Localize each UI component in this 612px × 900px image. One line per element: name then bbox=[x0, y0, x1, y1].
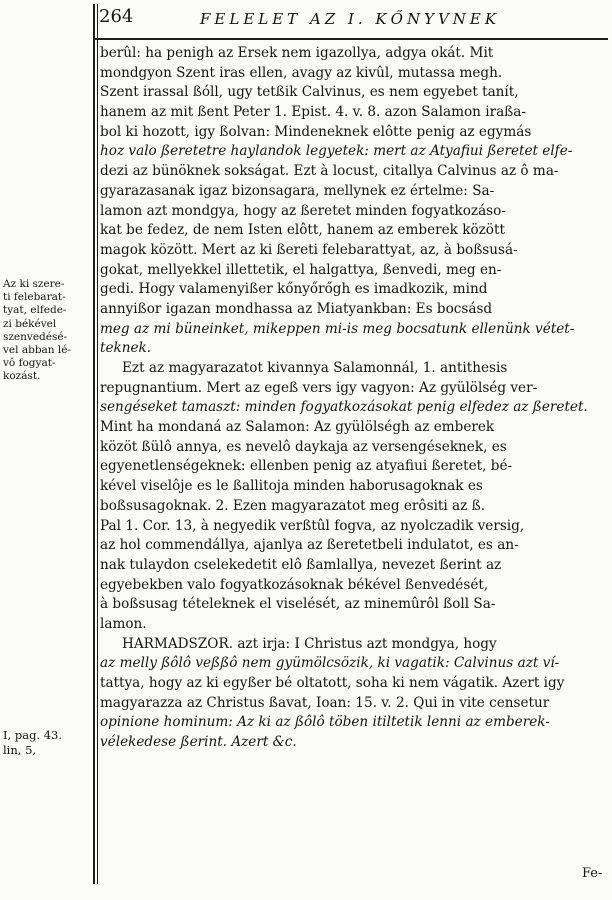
text-line: lamon. bbox=[100, 615, 147, 632]
margin-note-line: kozást. bbox=[3, 370, 41, 383]
margin-note-line: Az ki szere- bbox=[3, 278, 65, 290]
running-title: FELELET AZ I. KŐNYVNEK bbox=[200, 10, 501, 28]
margin-note-line: I, pag. 43. bbox=[3, 728, 63, 742]
page-number: 264 bbox=[99, 6, 134, 27]
header-rule bbox=[93, 38, 608, 40]
text-line: opinione hominum: Az ki az ßôlô töben itiltetik lenni az emberek- bbox=[100, 714, 550, 731]
paragraph-start-line: HARMADSZOR. azt irja: I Christus azt mondgya, hogy bbox=[122, 635, 497, 652]
margin-note-2 bbox=[3, 728, 93, 758]
text-line: az melly ßôlô veßßô nem gyümölcsözik, ki vagatik: Calvinus azt ví- bbox=[100, 655, 560, 672]
text-line: gedi. Hogy valamenyißer kőnyőrőgh es imadkozik, mind bbox=[100, 281, 488, 298]
margin-note-line: vô fogyat- bbox=[3, 357, 56, 370]
text-line: egyenetlenségeknek: ellenben penig az atyafiui ßeretet, bé- bbox=[100, 458, 513, 475]
text-line: közöt ßülô annya, es nevelô daykaja az versengéseknek, es bbox=[100, 438, 507, 455]
text-block-left-rule bbox=[97, 4, 98, 884]
margin-note-line: szenvedésé- bbox=[3, 330, 68, 343]
text-line: hoz valo ßeretetre haylandok legyetek: mert az Atyafiui ßeretet elfe- bbox=[100, 143, 573, 160]
text-line: boßsusagoknak. 2. Ezen magyarazatot meg erôsiti az ß. bbox=[100, 497, 486, 514]
text-line: nak tulaydon cselekedetit elô ßamlallya, nevezet ßerint az bbox=[100, 556, 502, 573]
text-line: repugnantium. Mert az egeß vers igy vagyon: Az gyülölség ver- bbox=[100, 379, 538, 396]
margin-divider-rule bbox=[93, 4, 95, 884]
margin-note-line: lin, 5, bbox=[3, 743, 37, 757]
text-line: sengéseket tamaszt: minden fogyatkozásokat penig elfedez az ßeretet. bbox=[100, 399, 588, 416]
text-line: mondgyon Szent iras ellen, avagy az kivûl, mutassa megh. bbox=[100, 64, 503, 81]
text-line: à boßsusag tételeknek el viselését, az minemûrôl ßoll Sa- bbox=[100, 596, 496, 613]
text-line: Pal 1. Cor. 13, à negyedik verßtûl fogva, az nyolczadik versig, bbox=[100, 517, 525, 534]
text-line: egyebekben valo fogyatkozásoknak békével ßenvedését, bbox=[100, 576, 489, 593]
margin-note-line: vel abban lé- bbox=[3, 344, 72, 357]
main-text-column bbox=[100, 44, 608, 753]
text-line: vélekedese ßerint. Azert &c. bbox=[100, 734, 297, 751]
text-line: dezi az bünöknek sokságat. Ezt à locust, citallya Calvinus az ô ma- bbox=[100, 163, 559, 180]
margin-note-1 bbox=[3, 278, 93, 384]
text-line: az hol commendállya, ajanlya az ßeretetbeli indulatot, es an- bbox=[100, 537, 519, 554]
text-line: hanem az mit ßent Peter 1. Epist. 4. v. 8. azon Salamon iraßa- bbox=[100, 104, 526, 121]
text-line: Szent irassal ßóll, ugy tetßik Calvinus, es nem egyebet tanít, bbox=[100, 84, 519, 101]
margin-note-line: zi békével bbox=[3, 317, 57, 330]
text-line: kat be fedez, de nem Isten elôtt, hanem az emberek között bbox=[100, 222, 505, 239]
margin-note-line: tyat, elfede- bbox=[3, 304, 67, 317]
text-line: meg az mi büneinket, mikeppen mi-is meg bocsatunk ellenünk vétet- bbox=[100, 320, 575, 337]
text-line: annyißor igazan mondhassa az Miatyankban: Es bocsásd bbox=[100, 300, 493, 317]
text-line: bol ki hozott, igy ßolvan: Mindeneknek elôtte penig az egymás bbox=[100, 123, 532, 140]
text-line: kével viselôje es le ßallitoja minden haborusagoknak es bbox=[100, 478, 483, 495]
text-line: magok között. Mert az ki ßereti felebarattyat, az, à boßsusá- bbox=[100, 241, 518, 258]
text-line: Mint ha mondaná az Salamon: Az gyülölségh az emberek bbox=[100, 419, 495, 436]
margin-note-line: ti felebarat- bbox=[3, 291, 66, 304]
text-line: lamon azt mondgya, hogy az ßeretet minden fogyatkozáso- bbox=[100, 202, 506, 219]
text-line: tattya, hogy az ki egyßer bé oltatott, soha ki nem vágatik. Azert igy bbox=[100, 675, 565, 691]
text-line: magyarazza az Christus ßavat, Ioan: 15. v. 2. Qui in vite censetur bbox=[100, 694, 550, 711]
text-line: gokat, mellyekkel illettetik, el halgattya, ßenvedi, meg en- bbox=[100, 261, 502, 278]
text-line: gyarazasanak igaz bizonsagara, mellynek ez értelme: Sa- bbox=[100, 182, 495, 199]
catchword: Fe- bbox=[582, 866, 603, 881]
paragraph-start-line: Ezt az magyarazatot kivannya Salamonnál, 1. antithesis bbox=[122, 360, 508, 376]
text-line: teknek. bbox=[100, 340, 152, 357]
text-line: berûl: ha penigh az Ersek nem igazollya, adgya okát. Mit bbox=[100, 45, 494, 61]
